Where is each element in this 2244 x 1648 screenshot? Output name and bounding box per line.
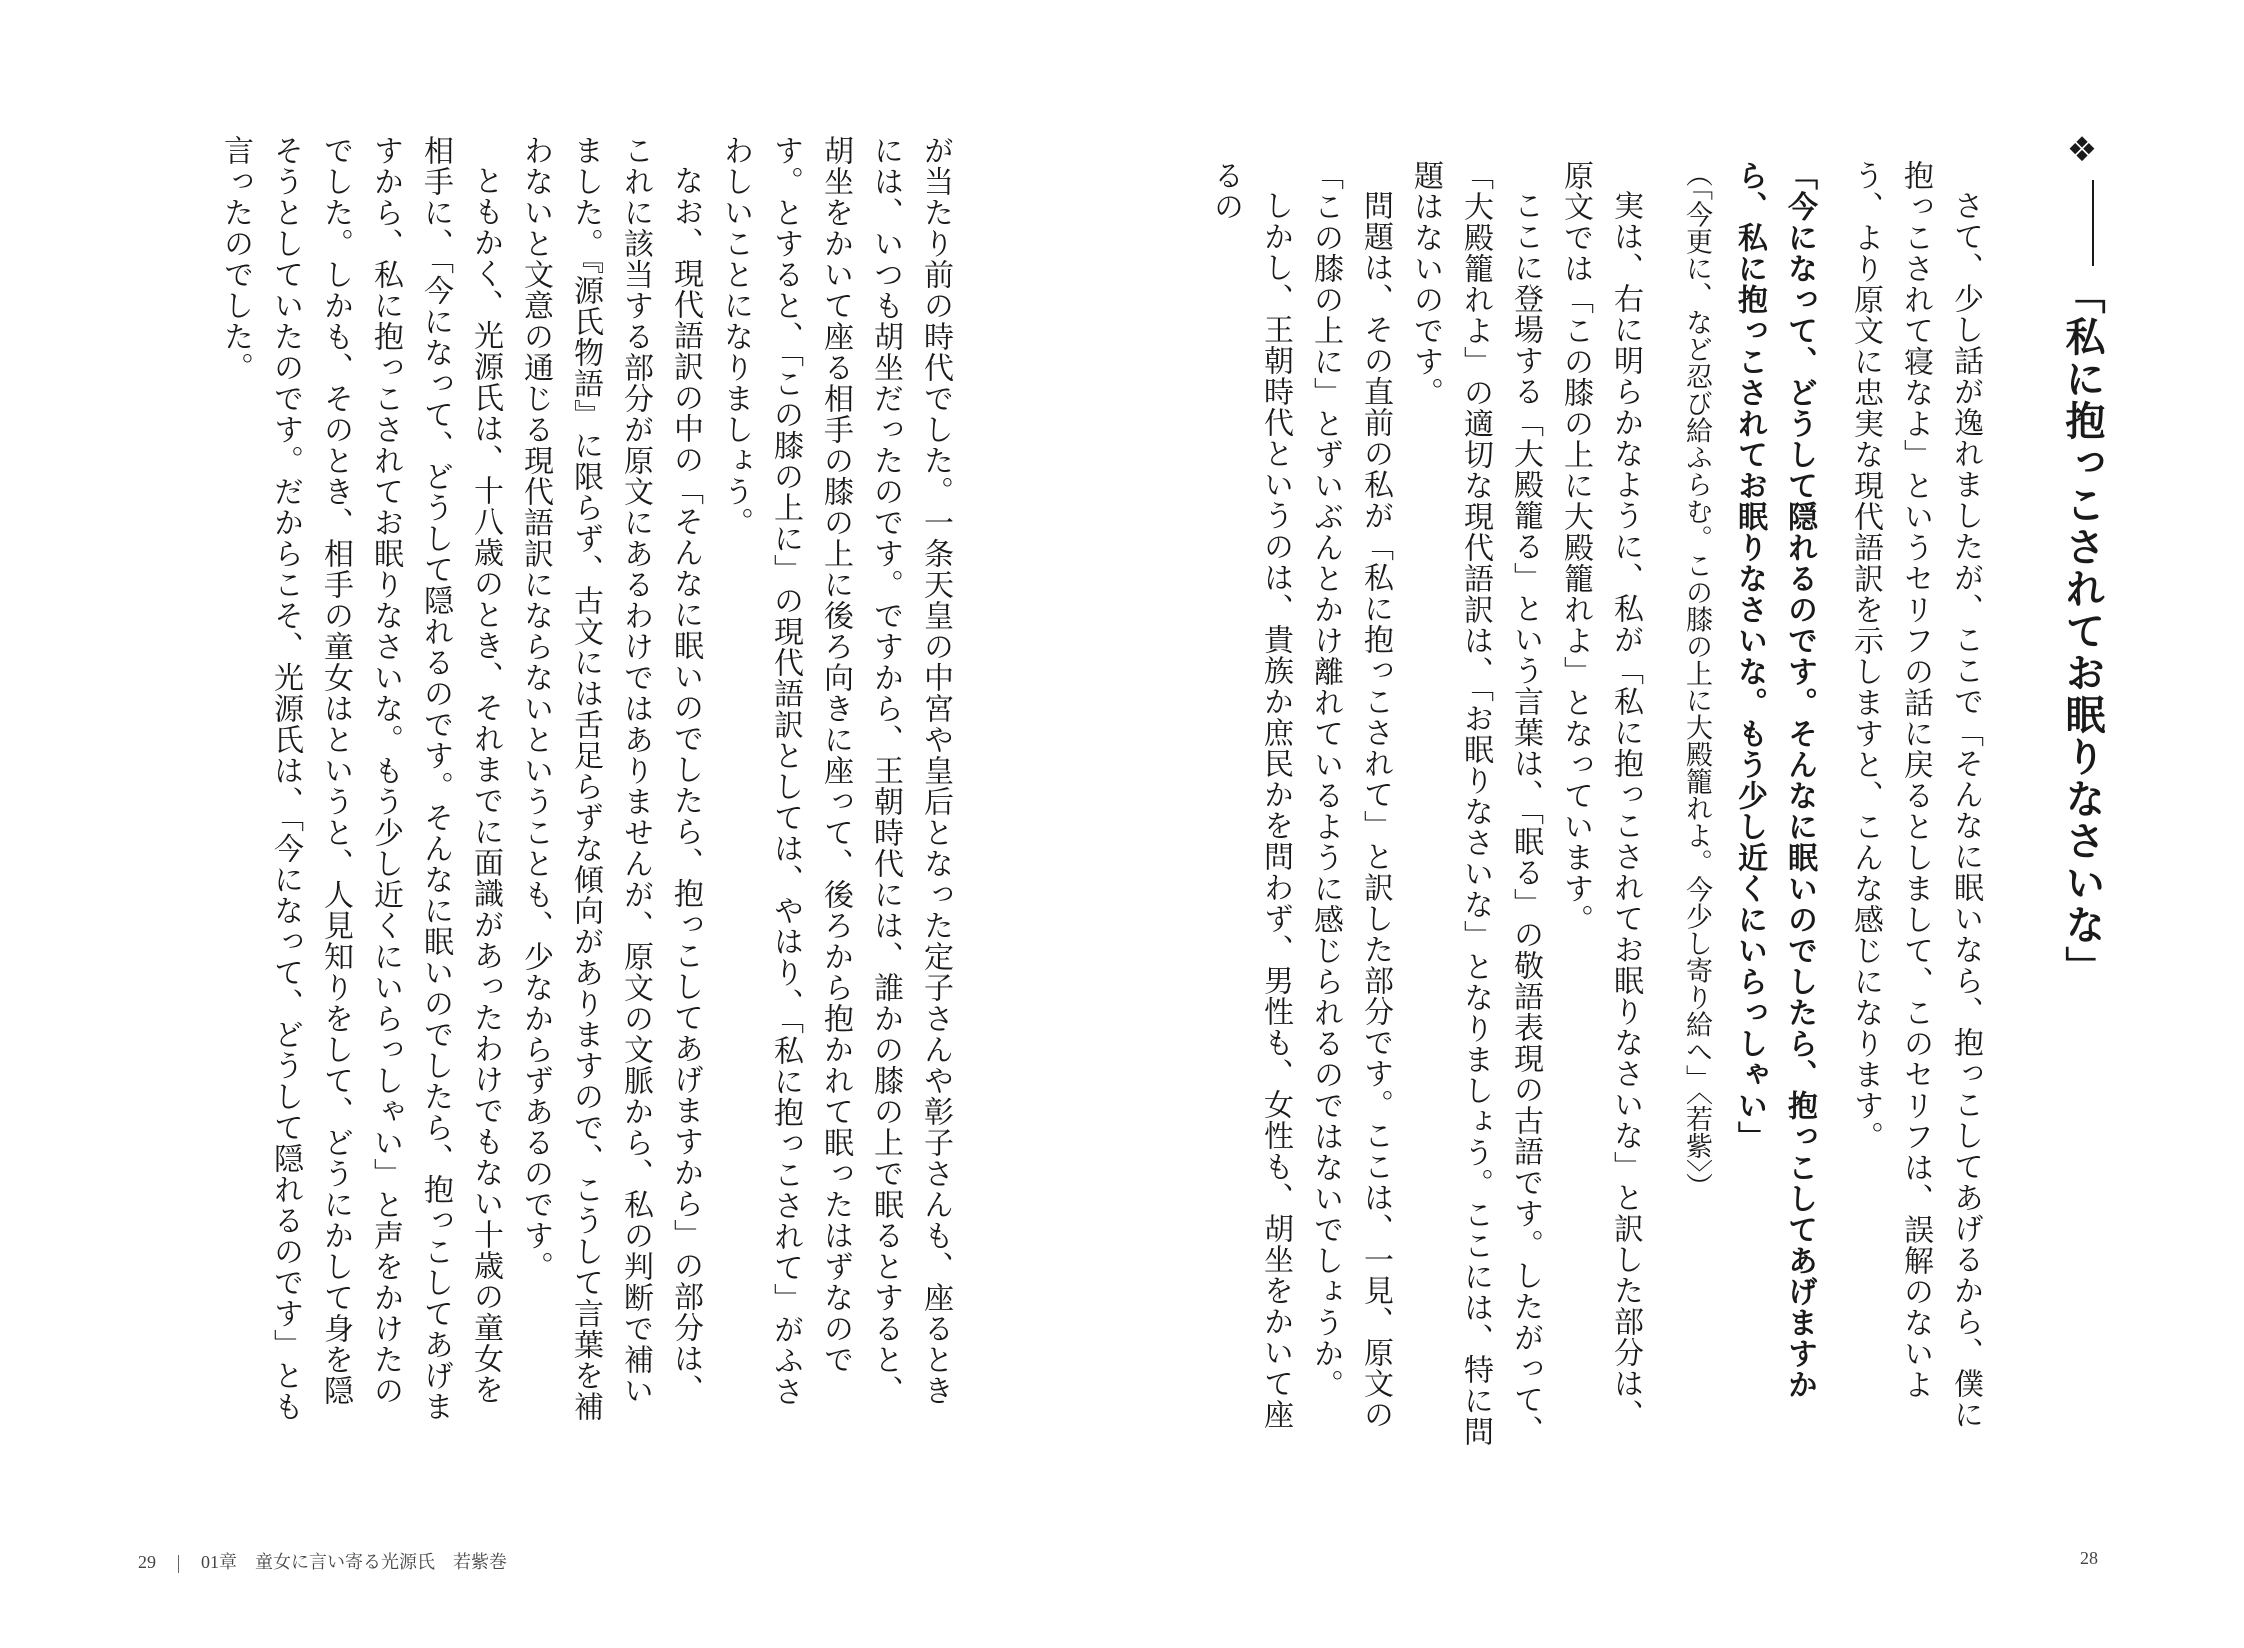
right-page-number: 28	[2080, 1548, 2098, 1568]
left-paragraph-2: なお、現代語訳の中の「そんなに眠いのでしたら、抱っこしてあげますから」の部分は、これに該当する部分が原文にあるわけではありませんが、原文の文脈から、私の判断で補いました。『源氏物語』に限らず、古文には舌足らずな傾向がありますので、こうして言葉を補わないと文意の通じる現代語訳にならないということも、少なからずあるのです。	[518, 135, 703, 1422]
right-paragraphs-block	[1208, 160, 1650, 1450]
right-paragraph-5: しかし、王朝時代というのは、貴族か庶民かを問わず、男性も、女性も、胡坐をかいて座るの	[1208, 160, 1293, 1430]
right-paragraph-1-block	[1830, 160, 1990, 1450]
left-page-number: 29	[138, 1552, 156, 1572]
diamond-icon: ❖	[2062, 130, 2102, 172]
left-paragraph-3: ともかく、光源氏は、十八歳のとき、それまでに面識があったわけでもない十歳の童女を相手に、「今になって、どうして隠れるのです。そんなに眠いのでしたら、抱っこしてあげますから、私に抱っこされてお眠りなさいな。もう少し近くにいらっしゃい」と声をかけたのでした。しかも、そのとき、相手の童女はというと、人見知りをして、どうにかして身を隠そうとしていたのです。だからこそ、光源氏は、「今になって、どうして隠れるのです」とも言ったのでした。	[218, 135, 503, 1422]
heading-title: 「私に抱っこされてお眠りなさいな」	[2059, 274, 2105, 988]
quote-block	[1654, 160, 1824, 1450]
right-footer	[2080, 1548, 2098, 1569]
right-paragraph-2: 実は、右に明らかなように、私が「私に抱っこされてお眠りなさいな」と訳した部分は、原文では「この膝の上に大殿籠れよ」となっています。	[1558, 160, 1643, 1430]
left-footer	[138, 1548, 507, 1574]
left-paragraph-1: が当たり前の時代でした。一条天皇の中宮や皇后となった定子さんや彰子さんも、座るときには、いつも胡坐だったのです。ですから、王朝時代には、誰かの膝の上で眠るとすると、胡坐をかいて座る相手の膝の上に後ろ向きに座って、後ろから抱かれて眠ったはずなのです。とすると、「この膝の上に」の現代語訳としては、やはり、「私に抱っこされて」がふさわしいことになりましょう。	[718, 135, 953, 1407]
chapter-label: 01章 童女に言い寄る光源氏 若紫巻	[201, 1552, 507, 1572]
right-paragraph-4: 問題は、その直前の私が「私に抱っこされて」と訳した部分です。ここは、一見、原文の「この膝の上に」とずいぶんとかけ離れているように感じられるのではないでしょうか。	[1308, 160, 1393, 1430]
right-paragraph-1: さて、少し話が逸れましたが、ここで「そんなに眠いなら、抱っこしてあげるから、僕に抱っこされて寝なよ」というセリフの話に戻るとしまして、このセリフは、誤解のないよう、より原文に忠実な現代語訳を示しますと、こんな感じになります。	[1848, 160, 1983, 1430]
left-paragraphs-block	[218, 135, 960, 1435]
section-heading	[2040, 130, 2110, 1510]
heading-rule	[2092, 180, 2094, 266]
footer-separator	[178, 1555, 179, 1573]
right-paragraph-3: ここに登場する「大殿籠る」という言葉は、「眠る」の敬語表現の古語です。したがって、「大殿籠れよ」の適切な現代語訳は、「お眠りなさいな」となりましょう。ここには、特に問題はないのです。	[1408, 160, 1543, 1447]
quote-modern-translation: 「今になって、どうして隠れるのです。そんなに眠いのでしたら、抱っこしてあげますから、私に抱っこされてお眠りなさいな。もう少し近くにいらっしゃい」	[1732, 160, 1817, 1400]
quote-original-text: （「今更に、など忍び給ふらむ。この膝の上に大殿籠れよ。今少し寄り給へ」〈若紫〉）	[1681, 160, 1712, 1200]
